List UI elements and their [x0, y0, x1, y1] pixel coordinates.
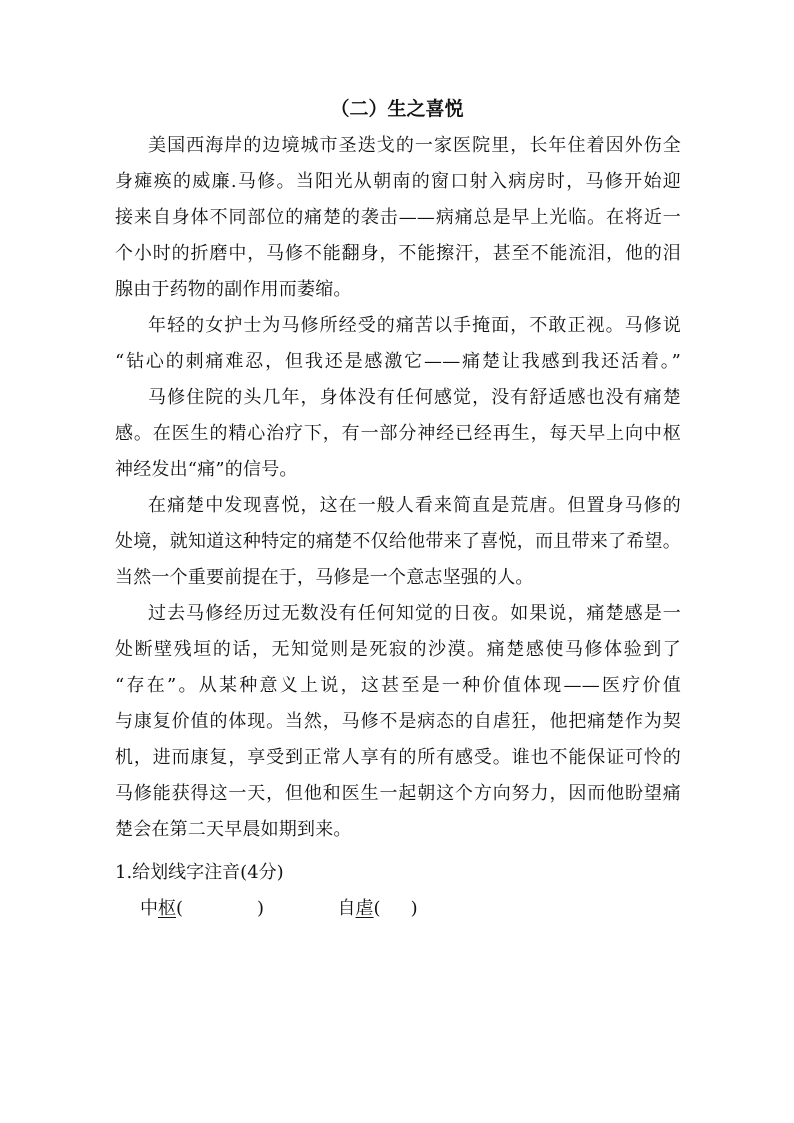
paragraph-line: 机，进而康复，享受到正常人享有的所有感受。谁也不能保证可怜的 [115, 747, 681, 768]
paragraph-line: 感。在医生的精心治疗下，有一部分神经已经再生，每天早上向中枢 [115, 423, 681, 444]
paragraph-line: 神经发出“痛”的信号。 [115, 459, 298, 480]
open-paren: ( [176, 898, 184, 919]
paragraph-line: 处断壁残垣的话，无知觉则是死寂的沙漠。痛楚感使马修体验到了 [115, 639, 681, 660]
paragraph-line: 身瘫痪的威廉.马修。当阳光从朝南的窗口射入病房时，马修开始迎 [115, 171, 681, 192]
paragraph-line: 当然一个重要前提在于，马修是一个意志坚强的人。 [115, 567, 534, 588]
paragraph-line: 个小时的折磨中，马修不能翻身，不能擦汗，甚至不能流泪，他的泪 [115, 243, 681, 264]
underlined-char: 枢 [158, 898, 176, 919]
paragraph-line: “钻心的刺痛难忍，但我还是感激它——痛楚让我感到我还活着。” [115, 351, 681, 372]
page-title: （二）生之喜悦 [330, 98, 464, 120]
paragraph-line: 腺由于药物的副作用而萎缩。 [115, 279, 352, 300]
paragraph-line: 美国西海岸的边境城市圣迭戈的一家医院里，长年住着因外伤全 [148, 135, 681, 156]
question-prompt: 1.给划线字注音(4分) [115, 862, 284, 883]
paragraph-line: “存在”。从某种意义上说，这甚至是一种价值体现——医疗价值 [115, 675, 681, 696]
paragraph-line: 处境，就知道这种特定的痛楚不仅给他带来了喜悦，而且带来了希望。 [115, 531, 681, 552]
paragraph-line: 楚会在第二天早晨如期到来。 [115, 819, 352, 840]
pinyin-item [140, 898, 270, 919]
paragraph-line: 过去马修经历过无数没有任何知觉的日夜。如果说，痛楚感是一 [148, 603, 681, 624]
word-prefix: 中 [140, 898, 158, 919]
close-paren: ) [410, 898, 418, 919]
paragraph-line: 马修能获得这一天，但他和医生一起朝这个方向努力，因而他盼望痛 [115, 783, 681, 804]
paragraph-line: 接来自身体不同部位的痛楚的袭击——病痛总是早上光临。在将近一 [115, 207, 681, 228]
close-paren: ) [257, 898, 265, 919]
paragraph-line: 马修住院的头几年，身体没有任何感觉，没有舒适感也没有痛楚 [148, 387, 681, 408]
paragraph-line: 年轻的女护士为马修所经受的痛苦以手掩面，不敢正视。马修说 [148, 315, 681, 336]
open-paren: ( [373, 898, 381, 919]
paragraph-line: 与康复价值的体现。当然，马修不是病态的自虐狂，他把痛楚作为契 [115, 711, 681, 732]
pinyin-item [338, 898, 418, 919]
underlined-char: 虐 [355, 898, 374, 919]
paragraph-line: 在痛楚中发现喜悦，这在一般人看来简直是荒唐。但置身马修的 [148, 495, 681, 516]
answer-row [140, 891, 418, 927]
word-prefix: 自 [337, 898, 356, 919]
